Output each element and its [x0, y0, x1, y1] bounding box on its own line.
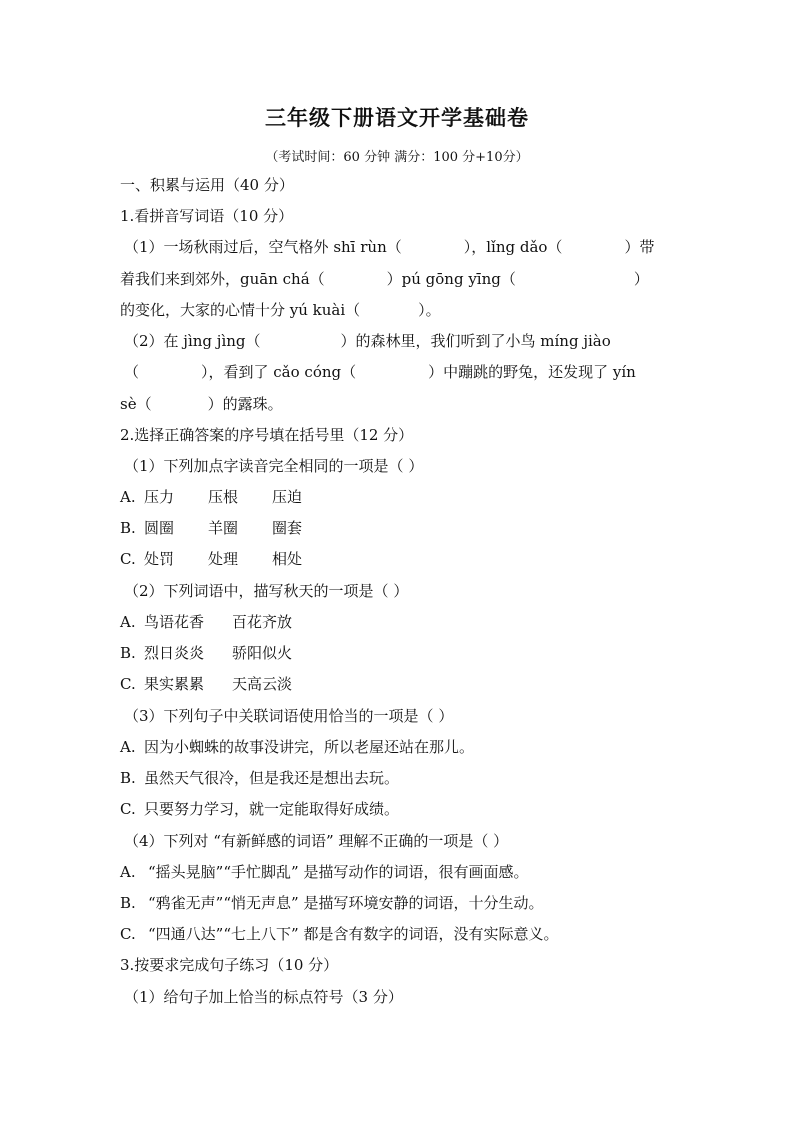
option-text: “四通八达”“七上八下” 都是含有数字的词语，没有实际意义。	[148, 925, 559, 943]
option-word: 果实累累	[144, 675, 205, 693]
text-segment: （	[124, 363, 140, 381]
text-segment: 的变化，大家的心情十分 yú kuài（	[120, 301, 361, 319]
option-label: A.	[120, 863, 136, 881]
option-b	[120, 893, 543, 913]
option-word: 圈套	[272, 519, 303, 537]
option-text: “摇头晃脑”“手忙脚乱” 是描写动作的词语，很有画面感。	[148, 863, 529, 881]
option-word: 处罚	[144, 550, 175, 568]
option-word: 天高云淡	[232, 675, 293, 693]
text-segment: ）。	[418, 301, 441, 319]
option-a	[120, 612, 292, 632]
text-segment: （1）一场秋雨过后，空气格外 shī rùn（	[124, 238, 402, 256]
option-b	[120, 643, 292, 663]
q3-sub1-question: （1）给句子加上恰当的标点符号（3 分）	[124, 988, 403, 1006]
option-word: 相处	[272, 550, 303, 568]
option-label: B.	[120, 519, 136, 537]
section-heading: 一、积累与运用（40 分）	[120, 176, 294, 194]
option-c	[120, 799, 399, 819]
option-word: 骄阳似火	[232, 644, 293, 662]
option-label: C.	[120, 675, 136, 693]
option-b	[120, 518, 302, 538]
q1-line-1	[124, 237, 654, 257]
option-c	[120, 674, 292, 694]
option-a	[120, 487, 302, 507]
option-word: 压力	[144, 488, 175, 506]
option-word: 百花齐放	[232, 613, 293, 631]
q1-line-4	[124, 331, 611, 351]
option-word: 鸟语花香	[144, 613, 205, 631]
option-text: “鸦雀无声”“悄无声息” 是描写环境安静的词语，十分生动。	[148, 894, 544, 912]
q2-sub4-question: （4）下列对 “有新鲜感的词语” 理解不正确的一项是（ ）	[124, 832, 509, 850]
q2-sub3-question: （3）下列句子中关联词语使用恰当的一项是（ ）	[124, 707, 454, 725]
option-a	[120, 737, 474, 757]
option-word: 压根	[208, 488, 239, 506]
option-c	[120, 924, 558, 944]
q2-sub1-question: （1）下列加点字读音完全相同的一项是（ ）	[124, 457, 424, 475]
text-segment: ）的露珠。	[207, 395, 283, 413]
text-segment: 着我们来到郊外，guān chá（	[120, 270, 325, 288]
option-label: B.	[120, 644, 136, 662]
text-segment: （2）在 jìng jìng（	[124, 332, 261, 350]
q2-sub2-question: （2）下列词语中，描写秋天的一项是（ ）	[124, 582, 409, 600]
text-segment: ），看到了 cǎo cóng（	[201, 363, 357, 381]
option-label: A.	[120, 613, 136, 631]
option-word: 羊圈	[208, 519, 239, 537]
option-label: A.	[120, 488, 136, 506]
option-label: C.	[120, 800, 136, 818]
option-text: 只要努力学习，就一定能取得好成绩。	[144, 800, 400, 818]
question-3-heading: 3.按要求完成句子练习（10 分）	[120, 956, 339, 974]
option-word: 处理	[208, 550, 239, 568]
question-1-heading: 1.看拼音写词语（10 分）	[120, 207, 294, 225]
q1-line-5	[124, 362, 636, 382]
option-word: 烈日炎炎	[144, 644, 205, 662]
text-segment: ）pú gōng yīng（	[386, 270, 516, 288]
option-label: B.	[120, 894, 136, 912]
page-title: 三年级下册语文开学基础卷	[265, 105, 529, 130]
option-label: C.	[120, 550, 136, 568]
option-word: 圆圈	[144, 519, 175, 537]
exam-info: （考试时间：60 分钟 满分：100 分+10分）	[265, 150, 529, 165]
text-segment: ）	[633, 270, 649, 288]
q1-line-6	[120, 394, 283, 414]
question-2-heading: 2.选择正确答案的序号填在括号里（12 分）	[120, 426, 414, 444]
option-text: 因为小蜘蛛的故事没讲完，所以老屋还站在那儿。	[144, 738, 475, 756]
q1-line-2	[120, 269, 649, 289]
option-label: B.	[120, 769, 136, 787]
text-segment: sè（	[120, 395, 152, 413]
option-b	[120, 768, 399, 788]
option-label: C.	[120, 925, 136, 943]
option-text: 虽然天气很冷，但是我还是想出去玩。	[144, 769, 400, 787]
option-c	[120, 549, 302, 569]
option-a	[120, 862, 528, 882]
text-segment: ）带	[624, 238, 655, 256]
text-segment: ）中蹦跳的野兔，还发现了 yín	[428, 363, 636, 381]
option-word: 压迫	[272, 488, 303, 506]
q1-line-3	[120, 300, 441, 320]
text-segment: ）的森林里，我们听到了小鸟 míng jiào	[340, 332, 611, 350]
text-segment: ），lǐng dǎo（	[463, 238, 563, 256]
option-label: A.	[120, 738, 136, 756]
